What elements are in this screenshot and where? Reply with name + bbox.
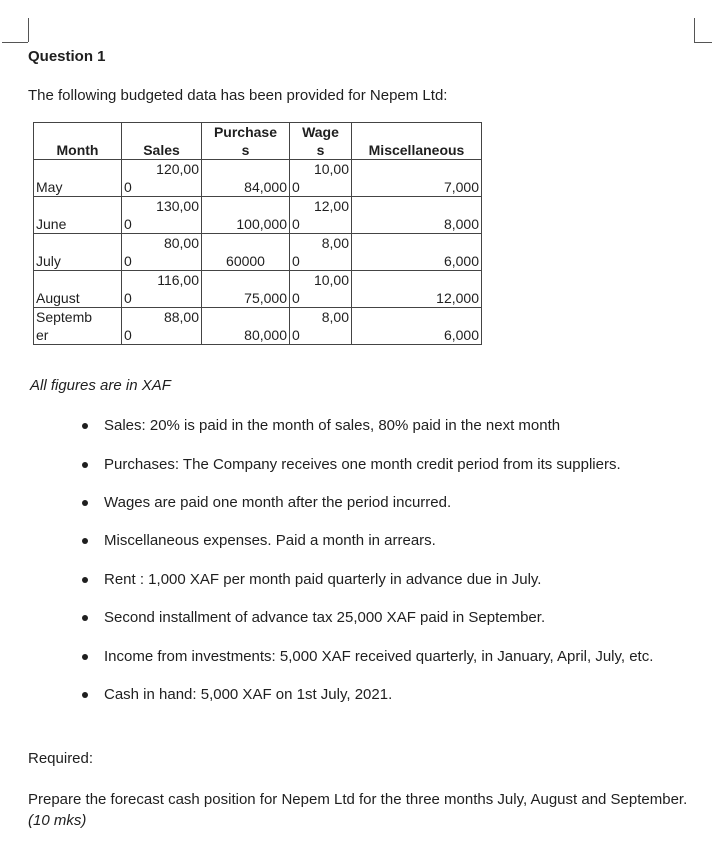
budget-table (33, 122, 482, 345)
cell-misc: 6,000 (352, 308, 482, 345)
cell-misc: 7,000 (352, 160, 482, 197)
header-month: Month (34, 123, 122, 160)
cell-wages: 10,00 0 (290, 271, 352, 308)
cell-purchases: 75,000 (202, 271, 290, 308)
prepare-text: Prepare the forecast cash position for Nepem Ltd for the three months July, August and September. (28, 791, 688, 808)
required-label: Required: (28, 750, 94, 767)
question-title: Question 1 (28, 48, 106, 65)
list-item: Purchases: The Company receives one month credit period from its suppliers. (104, 455, 694, 475)
cell-sales: 130,00 0 (122, 197, 202, 234)
cell-wages: 10,00 0 (290, 160, 352, 197)
list-item: Wages are paid one month after the period incurred. (104, 493, 694, 513)
crop-mark-left-vertical (28, 18, 29, 42)
cell-month: May (34, 160, 122, 197)
header-sales: Sales (122, 123, 202, 160)
table-header-row (34, 123, 482, 160)
list-item: Miscellaneous expenses. Paid a month in arrears. (104, 531, 694, 551)
bullet-list (104, 402, 694, 705)
cell-wages: 12,00 0 (290, 197, 352, 234)
cell-misc: 6,000 (352, 234, 482, 271)
cell-sales: 116,00 0 (122, 271, 202, 308)
table-row (34, 197, 482, 234)
cell-purchases: 80,000 (202, 308, 290, 345)
cell-month: August (34, 271, 122, 308)
crop-mark-left-horizontal (2, 42, 28, 43)
cell-sales: 120,00 0 (122, 160, 202, 197)
cell-purchases: 84,000 (202, 160, 290, 197)
cell-wages: 8,00 0 (290, 234, 352, 271)
intro-text: The following budgeted data has been provided for Nepem Ltd: (28, 87, 448, 104)
cell-misc: 8,000 (352, 197, 482, 234)
table-row (34, 308, 482, 345)
cell-purchases: 60000 (202, 234, 290, 271)
cell-purchases: 100,000 (202, 197, 290, 234)
header-wages: Wage s (290, 123, 352, 160)
crop-mark-right-horizontal (694, 42, 712, 43)
cell-wages: 8,00 0 (290, 308, 352, 345)
cell-month: June (34, 197, 122, 234)
table-row (34, 271, 482, 308)
list-item: Sales: 20% is paid in the month of sales, 80% paid in the next month (104, 416, 694, 436)
header-purchases: Purchase s (202, 123, 290, 160)
list-item: Second installment of advance tax 25,000 XAF paid in September. (104, 608, 694, 628)
list-item: Rent : 1,000 XAF per month paid quarterly in advance due in July. (104, 570, 694, 590)
cell-month: Septemb er (34, 308, 122, 345)
cell-month: July (34, 234, 122, 271)
crop-mark-right-vertical (694, 18, 695, 42)
figures-note: All figures are in XAF (30, 377, 171, 394)
table-row (34, 234, 482, 271)
list-item: Cash in hand: 5,000 XAF on 1st July, 2021. (104, 685, 694, 705)
header-misc: Miscellaneous (352, 123, 482, 160)
cell-sales: 88,00 0 (122, 308, 202, 345)
cell-misc: 12,000 (352, 271, 482, 308)
cell-sales: 80,00 0 (122, 234, 202, 271)
list-item: Income from investments: 5,000 XAF received quarterly, in January, April, July, etc. (104, 647, 694, 667)
marks-label: (10 mks) (28, 812, 87, 829)
table-row (34, 160, 482, 197)
prepare-instruction (28, 789, 698, 831)
